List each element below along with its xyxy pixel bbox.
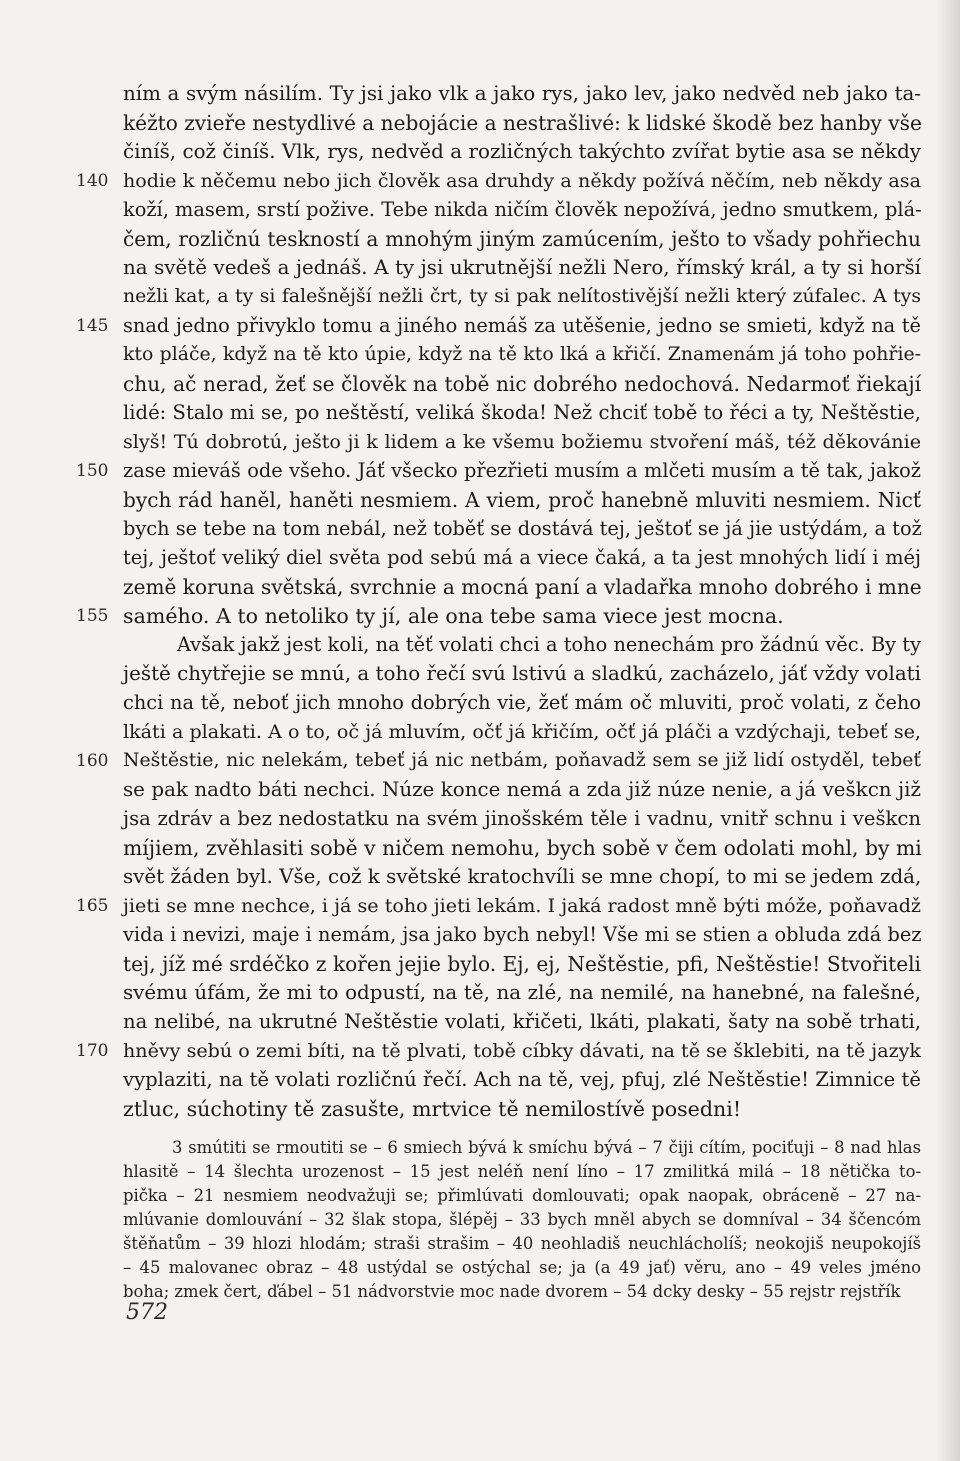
glossary-note-line: mlúvanie domlouvání – 32 šlak stopa, šlépěj – 33 bych mněl abych se domníval – 34 ščencóm [123,1210,921,1229]
text-line: se pak nadto báti nechci. Núze konce nemá a zda již núze nenie, a já veškcn již [123,778,921,801]
text-line: hněvy sebú o zemi bíti, na tě plvati, tobě cíbky dávati, na tě se šklebiti, na tě jazyk [123,1039,921,1062]
text-line: bych rád haněl, haněti nesmiem. A viem, proč hanebně mluviti nesmiem. Nicť [123,488,921,512]
glossary-note-line: 3 smútiti se rmoutiti se – 6 smiech bývá k smíchu bývá – 7 čiji cítím, pociťuji – 8 nad hlas [172,1138,921,1157]
text-line: svému úfám, že mi to odpustí, na tě, na zlé, na nemilé, na hanebné, na falešné, [123,981,921,1004]
glossary-note-line: štěňatům – 39 hlozi hlodám; straši strašim – 40 neohladiš neuchlácholíš; neokojiš neupokojíš [123,1234,921,1253]
paragraph-start-line: Avšak jakž jest koli, na těť volati chci a toho nenechám pro žádnú věc. By ty [177,633,921,656]
text-line: hodie k něčemu nebo jich člověk asa druhdy a někdy požívá něčím, neb někdy asa [123,169,921,192]
line-number: 150 [76,461,109,481]
text-line: vyplaziti, na tě volati rozličnú řečí. Ach na tě, vej, pfuj, zlé Neštěstie! Zimnice tě [123,1068,921,1091]
line-number: 155 [76,606,109,626]
text-line: Neštěstie, nic nelekám, tebeť já nic netbám, poňavadž sem se již lidí ostyděl, tebeť [123,750,921,771]
glossary-note-line: pička – 21 nesmiem neodvažuji se; přimlúvati domlouvati; opak naopak, obráceně – 27 na- [123,1186,921,1205]
text-line: ním a svým násilím. Ty jsi jako vlk a jako rys, jako lev, jako nedvěd neb jako ta- [123,82,921,105]
glossary-note-line: hlasitě – 14 šlechta urozenost – 15 jest neléň není líno – 17 zmilitká milá – 18 nětička to- [123,1162,921,1181]
text-line: jsa zdráv a bez nedostatku na svém jinošském těle i vadnu, vnitř schnu i veškcn [123,807,921,830]
text-line: chu, ač nerad, žeť se člověk na tobě nic dobrého nedochová. Nedarmoť řiekají [123,372,921,396]
text-line: tej, jíž mé srdéčko z kořen jejie bylo. Ej, ej, Neštěstie, pfi, Neštěstie! Stvořiteli [123,952,921,976]
text-line: lidé: Stalo mi se, po neštěstí, veliká škoda! Než chciť tobě to řéci a ty, Neštěstie, [123,401,921,424]
text-line: kéžto zvieře nestydlivé a nebojácie a nestrašlivé: k lidské škodě bez hanby vše [123,111,922,135]
text-line: míjiem, zvěhlasiti sobě v ničem nemohu, bych sobě v čem odolati mohl, by mi [123,836,922,860]
text-line: koží, masem, srstí požive. Tebe nikda ničím člověk nepožívá, jedno smutkem, plá- [123,198,922,221]
text-line: svět žáden byl. Vše, což k světské kratochvíli se mne chopí, to mi se jedem zdá, [123,865,922,888]
text-line: slyš! Tú dobrotú, ješto ji k lidem a ke všemu božiemu stvoření máš, též děkovánie [123,430,921,453]
text-line: na nelibé, na ukrutné Neštěstie volati, křičeti, lkáti, plakati, šaty na sobě trhati, [123,1010,921,1033]
line-number: 165 [76,896,109,916]
text-line: bych se tebe na tom nebál, než toběť se dostává tej, ještoť se já jie ustýdám, a tož [123,517,922,540]
text-line: tej, ještoť veliký diel světa pod sebú má a viece čaká, a ta jest mnohých lidí i méj [123,546,921,569]
text-line: lkáti a plakati. A o to, oč já mluvím, očť já křičím, očť já pláči a vzdýchaji, tebeť se, [123,720,921,743]
text-line: samého. A to netoliko ty jí, ale ona tebe sama viece jest mocna. [123,604,784,628]
line-number: 145 [76,316,109,336]
text-line: chci na tě, neboť jich mnoho dobrých vie, žeť mám oč mluviti, proč volati, z čeho [123,691,921,714]
text-line: země koruna světská, svrchnie a mocná paní a vladařka mnoho dobrého i mne [123,575,922,599]
line-number: 170 [76,1041,109,1061]
text-line: snad jedno přivyklo tomu a jiného nemáš za utěšenie, jedno se smieti, když na tě [123,314,921,337]
text-line: činíš, což činíš. Vlk, rys, nedvěd a rozličných takýchto zvířat bytie asa se někdy [123,140,921,163]
glossary-note-line: – 45 malovanec obraz – 48 ustýdal se ostýchal se; ja (a 49 jať) věru, ano – 49 veles jméno [123,1258,921,1277]
text-line: jieti se mne nechce, i já se toho jieti lekám. I jaká radost mně býti móže, poňavadž [123,894,921,917]
page-edge-shadow [936,0,960,1461]
text-line: čem, rozličnú teskností a mnohým jiným zamúcením, ješto to všady pohřiechu [123,227,921,251]
text-line: zase mieváš ode všeho. Jáť všecko přezřieti musím a mlčeti musím a tě tak, jakož [123,459,921,482]
glossary-note-line: boha; zmek čert, ďábel – 51 nádvorstvie moc nade dvorem – 54 dcky desky – 55 rejstr rejstřík [123,1282,901,1301]
line-number: 140 [76,171,109,191]
line-number: 160 [76,751,109,771]
text-line: kto pláče, když na tě kto úpie, když na tě kto lká a křičí. Znamenám já toho pohřie- [123,344,921,365]
text-line: vida i nevizi, maje i nemám, jsa jako bych nebyl! Vše mi se stien a obluda zdá bez [123,923,922,946]
page-number: 572 [126,1300,168,1325]
text-line: nežli kat, a ty si falešnější nežli črt, ty si pak nelítostivější nežli který zúfalec. A tys [123,286,921,307]
text-line: ještě chytřejie se mnú, a toho řečí svú lstivú a sladkú, zacházelo, jáť vždy volati [123,662,921,685]
text-line: na světě vedeš a jednáš. A ty jsi ukrutnější nežli Nero, římský král, a ty si horší [123,256,921,279]
text-line: ztluc, súchotiny tě zasušte, mrtvice tě nemilostívě posedni! [123,1097,742,1121]
